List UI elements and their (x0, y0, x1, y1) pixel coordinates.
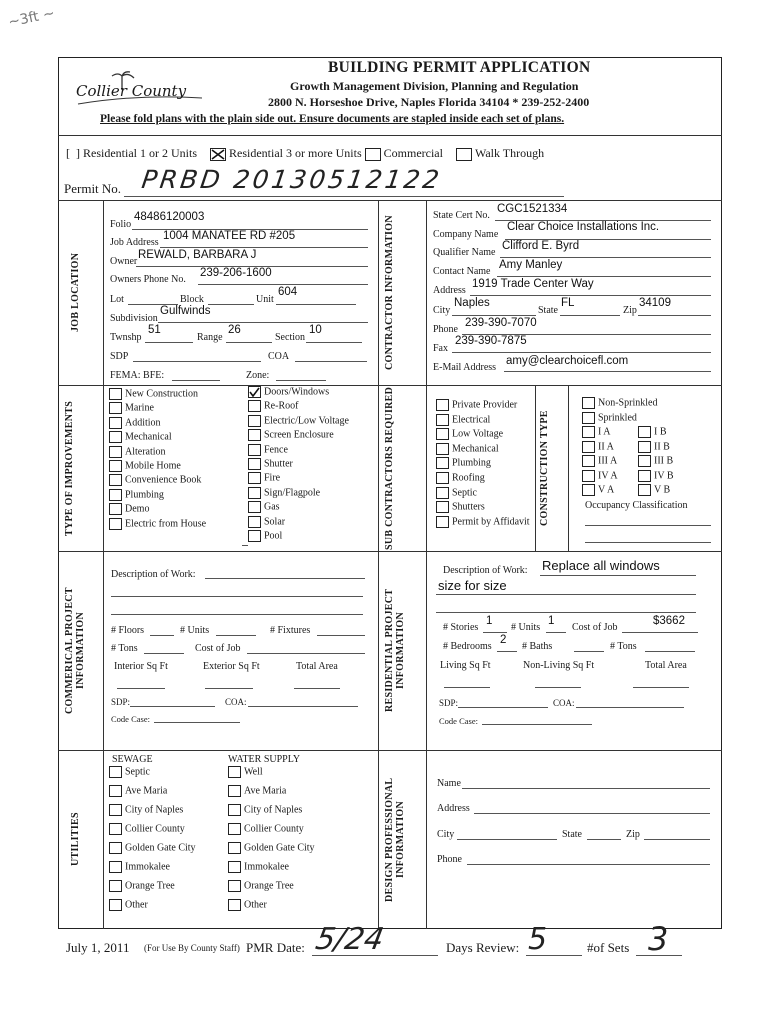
sewage-city-of-naples-option[interactable] (109, 804, 183, 816)
permit-type-row (66, 146, 544, 161)
sprinkled-checkbox[interactable] (582, 412, 595, 424)
water-supply-label: WATER SUPPLY (228, 754, 301, 765)
sub-low-voltage-label: Low Voltage (452, 428, 504, 440)
commercial-label: Commercial (383, 146, 443, 160)
improvement-plumbing-option[interactable] (109, 489, 164, 501)
sdp-label: SDP (110, 351, 129, 362)
construction-v-b-option[interactable] (638, 484, 670, 496)
contractor-info-label: CONTRACTOR INFORMATION (384, 215, 395, 370)
water-ave-maria-label: Ave Maria (244, 785, 287, 797)
improvement-solar-checkbox[interactable] (248, 516, 261, 528)
type-of-improvements-label: TYPE OF IMPROVEMENTS (64, 400, 75, 536)
commercial-coa-label: COA: (225, 697, 247, 707)
improvement-gas-checkbox[interactable] (248, 501, 261, 513)
stories-value[interactable]: 1 (486, 615, 493, 627)
sub-mechanical-option[interactable] (436, 443, 499, 455)
permit-no-value[interactable]: PRBD 20130512122 (139, 165, 444, 194)
job-address-value[interactable]: 1004 MANATEE RD #205 (163, 230, 296, 242)
improvement-plumbing-checkbox[interactable] (109, 489, 122, 501)
zone-label: Zone: (246, 370, 270, 381)
sewage-label: SEWAGE (112, 754, 153, 765)
range-value[interactable]: 26 (228, 324, 241, 336)
improvement-mechanical-option[interactable] (109, 431, 172, 443)
sewage-immokalee-option[interactable] (109, 861, 170, 873)
design-name-label: Name (437, 778, 461, 789)
improvement-fence-option[interactable] (248, 444, 288, 456)
construction-iii-b-label: III B (654, 455, 674, 467)
sub-shutters-label: Shutters (452, 501, 485, 513)
design-professional-label: DESIGN PROFESSIONAL INFORMATION (384, 777, 406, 902)
form-date: July 1, 2011 (66, 940, 130, 955)
construction-i-a-label: I A (598, 426, 611, 438)
sub-septic-label: Septic (452, 486, 477, 498)
sewage-collier-county-checkbox[interactable] (109, 823, 122, 835)
sewage-other-label: Other (125, 899, 148, 911)
residential-units-label: # Units (511, 622, 541, 633)
sewage-orange-tree-checkbox[interactable] (109, 880, 122, 892)
commercial-cost-label: Cost of Job (195, 643, 241, 654)
water-orange-tree-option[interactable] (228, 880, 294, 892)
occupancy-label: Occupancy Classification (585, 500, 688, 511)
sub-permit-by-affidavit-checkbox[interactable] (436, 516, 449, 528)
sewage-immokalee-checkbox[interactable] (109, 861, 122, 873)
sub-septic-option[interactable] (436, 487, 477, 499)
commercial-tons-label: # Tons (111, 643, 138, 654)
sub-private-provider-checkbox[interactable] (436, 399, 449, 411)
improvement-demo-label: Demo (125, 503, 150, 515)
sewage-orange-tree-option[interactable] (109, 880, 175, 892)
improvement-sign-flagpole-label: Sign/Flagpole (264, 487, 321, 499)
improvement-sign-flagpole-option[interactable] (248, 487, 320, 499)
bedrooms-label: # Bedrooms (443, 641, 492, 652)
construction-iv-a-label: IV A (598, 470, 618, 482)
fema-label: FEMA: BFE: (110, 370, 165, 381)
sprinkled-option[interactable] (582, 412, 637, 424)
residential-1-2-checkbox[interactable]: [ ] (66, 146, 80, 160)
residential-desc-line1[interactable]: Replace all windows (542, 558, 660, 573)
improvement-addition-label: Addition (125, 417, 161, 429)
sub-roofing-option[interactable] (436, 472, 485, 484)
improvement-solar-option[interactable] (248, 516, 285, 528)
fax-label: Fax (433, 343, 448, 354)
improvement-shutter-option[interactable] (248, 458, 293, 470)
improvement-convenience-book-option[interactable] (109, 474, 201, 486)
design-city-label: City (437, 829, 455, 840)
qualifier-name-value[interactable]: Clifford E. Byrd (502, 240, 580, 252)
improvement-mobile-home-option[interactable] (109, 460, 181, 472)
construction-v-b-checkbox[interactable] (638, 484, 651, 496)
sub-plumbing-checkbox[interactable] (436, 457, 449, 469)
sewage-golden-gate-city-checkbox[interactable] (109, 842, 122, 854)
baths-label: # Baths (522, 641, 553, 652)
bedrooms-value[interactable]: 2 (500, 634, 507, 646)
water-collier-county-option[interactable] (228, 823, 304, 835)
pmr-date-label: PMR Date: (246, 940, 305, 955)
construction-iv-b-option[interactable] (638, 470, 674, 482)
state-cert-label: State Cert No. (433, 210, 490, 221)
sub-shutters-checkbox[interactable] (436, 501, 449, 513)
improvement-mobile-home-checkbox[interactable] (109, 460, 122, 472)
days-review-label: Days Review: (446, 940, 520, 955)
state-value[interactable]: FL (561, 297, 575, 309)
construction-i-b-label: I B (654, 426, 667, 438)
improvement-convenience-book-checkbox[interactable] (109, 474, 122, 486)
construction-ii-b-option[interactable] (638, 441, 670, 453)
construction-v-a-option[interactable] (582, 484, 614, 496)
construction-iii-b-checkbox[interactable] (638, 455, 651, 467)
construction-ii-a-option[interactable] (582, 441, 614, 453)
nonliving-sqft-label: Non-Living Sq Ft (523, 660, 595, 671)
residential-3-label: Residential 3 or more Units (229, 146, 362, 160)
improvement-convenience-book-label: Convenience Book (125, 474, 202, 486)
non-sprinkled-option[interactable] (582, 397, 657, 409)
construction-ii-a-label: II A (598, 440, 614, 452)
water-city-of-naples-option[interactable] (228, 804, 302, 816)
sub-mechanical-label: Mechanical (452, 443, 499, 455)
commercial-desc-label: Description of Work: (111, 569, 196, 580)
contact-name-value[interactable]: Amy Manley (499, 259, 563, 271)
sewage-septic-checkbox[interactable] (109, 766, 122, 778)
sewage-ave-maria-checkbox[interactable] (109, 785, 122, 797)
section-label: Section (275, 332, 305, 343)
fax-value[interactable]: 239-390-7875 (455, 335, 527, 347)
water-ave-maria-checkbox[interactable] (228, 785, 241, 797)
improvement-plumbing-label: Plumbing (125, 489, 164, 501)
water-well-checkbox[interactable] (228, 766, 241, 778)
construction-i-a-checkbox[interactable] (582, 426, 595, 438)
coa-label: COA (268, 351, 290, 362)
contractor-address-value[interactable]: 1919 Trade Center Way (472, 278, 594, 290)
water-city-of-naples-checkbox[interactable] (228, 804, 241, 816)
utilities-label: UTILITIES (70, 812, 81, 867)
sewage-city-of-naples-checkbox[interactable] (109, 804, 122, 816)
improvement-demo-option[interactable] (109, 503, 149, 515)
water-collier-county-checkbox[interactable] (228, 823, 241, 835)
days-review-value[interactable]: 5 (528, 922, 548, 957)
sub-plumbing-option[interactable] (436, 457, 491, 469)
unit-value[interactable]: 604 (278, 286, 298, 298)
water-orange-tree-checkbox[interactable] (228, 880, 241, 892)
improvement-electric-low-voltage-option[interactable] (248, 415, 349, 427)
subdivision-label: Subdivision (110, 313, 158, 324)
water-immokalee-label: Immokalee (244, 861, 289, 873)
commercial-fixtures-label: # Fixtures (270, 625, 311, 636)
job-address-label: Job Address (110, 237, 159, 248)
sub-septic-checkbox[interactable] (436, 487, 449, 499)
lot-label: Lot (110, 294, 124, 305)
improvement-screen-enclosure-checkbox[interactable] (248, 429, 261, 441)
block-label: Block (180, 294, 204, 305)
pmr-date-value[interactable]: 5/24 (312, 922, 387, 957)
sub-electrical-option[interactable] (436, 414, 490, 426)
folio-value[interactable]: 48486120003 (134, 211, 205, 223)
range-label: Range (197, 332, 223, 343)
water-other-label: Other (244, 899, 267, 911)
sub-low-voltage-checkbox[interactable] (436, 428, 449, 440)
construction-iv-a-option[interactable] (582, 470, 618, 482)
water-well-label: Well (244, 766, 263, 778)
city-value[interactable]: Naples (454, 297, 490, 309)
improvement-demo-checkbox[interactable] (109, 503, 122, 515)
logo-text: Collier County (76, 82, 187, 100)
sewage-ave-maria-option[interactable] (109, 785, 167, 797)
improvement-re-roof-label: Re-Roof (264, 400, 299, 412)
sub-contractors-label: SUB CONTRACTORS REQUIRED (384, 386, 395, 550)
sprinkled-label: Sprinkled (598, 412, 637, 424)
contact-name-label: Contact Name (433, 266, 491, 277)
sub-private-provider-label: Private Provider (452, 399, 518, 411)
improvement-new-construction-option[interactable] (109, 388, 198, 400)
construction-iv-b-checkbox[interactable] (638, 470, 651, 482)
division-address: 2800 N. Horseshoe Drive, Naples Florida 34104 * 239-252-2400 (268, 95, 590, 109)
email-value[interactable]: amy@clearchoicefl.com (506, 355, 629, 367)
water-well-option[interactable] (228, 766, 263, 778)
twnshp-value[interactable]: 51 (148, 324, 161, 336)
section-value[interactable]: 10 (309, 324, 322, 336)
construction-ii-b-checkbox[interactable] (638, 441, 651, 453)
improvement-screen-enclosure-label: Screen Enclosure (264, 429, 334, 441)
staff-note: (For Use By County Staff) (144, 943, 240, 953)
residential-desc-label: Description of Work: (443, 565, 528, 576)
qualifier-name-label: Qualifier Name (433, 247, 496, 258)
sub-mechanical-checkbox[interactable] (436, 443, 449, 455)
water-immokalee-checkbox[interactable] (228, 861, 241, 873)
improvement-pool-option[interactable] (248, 530, 282, 542)
improvement-alteration-option[interactable] (109, 446, 166, 458)
county-logo (76, 70, 206, 106)
living-sqft-label: Living Sq Ft (440, 660, 491, 671)
sub-electrical-label: Electrical (452, 413, 491, 425)
water-other-option[interactable] (228, 899, 267, 911)
sub-permit-by-affidavit-option[interactable] (436, 516, 530, 528)
construction-iii-a-label: III A (598, 455, 618, 467)
design-phone-label: Phone (437, 854, 462, 865)
construction-iii-b-option[interactable] (638, 455, 673, 467)
construction-iii-a-option[interactable] (582, 455, 617, 467)
sets-label: #of Sets (587, 940, 630, 955)
improvement-shutter-checkbox[interactable] (248, 458, 261, 470)
company-name-label: Company Name (433, 229, 499, 240)
improvement-fire-label: Fire (264, 472, 281, 484)
subdivision-value[interactable]: Gulfwinds (160, 305, 211, 317)
residential-1-2-label: Residential 1 or 2 Units (83, 146, 197, 160)
water-orange-tree-label: Orange Tree (244, 880, 294, 892)
improvement-mechanical-label: Mechanical (125, 431, 172, 443)
improvement-doors-windows-checkbox[interactable] (248, 386, 261, 398)
improvement-doors-windows-label: Doors/Windows (264, 386, 330, 398)
commercial-sdp-label: SDP: (111, 697, 131, 707)
sewage-collier-county-option[interactable] (109, 823, 185, 835)
construction-v-a-checkbox[interactable] (582, 484, 595, 496)
construction-v-a-label: V A (598, 484, 615, 496)
scribble-mark: ~3ft ~ (6, 5, 57, 31)
zip-label: Zip (623, 305, 637, 316)
sub-electrical-checkbox[interactable] (436, 414, 449, 426)
improvement-new-construction-label: New Construction (125, 388, 199, 400)
water-collier-county-label: Collier County (244, 823, 304, 835)
sewage-septic-label: Septic (125, 766, 150, 778)
phone-value[interactable]: 239-390-7070 (465, 317, 537, 329)
company-name-value[interactable]: Clear Choice Installations Inc. (507, 221, 660, 233)
sewage-ave-maria-label: Ave Maria (125, 785, 168, 797)
sewage-other-option[interactable] (109, 899, 148, 911)
water-golden-gate-city-checkbox[interactable] (228, 842, 241, 854)
residential-tons-label: # Tons (610, 641, 637, 652)
job-location-label: JOB LOCATION (70, 252, 81, 333)
commercial-checkbox[interactable] (365, 148, 381, 161)
residential-3-checkbox[interactable] (210, 148, 226, 161)
improvement-re-roof-checkbox[interactable] (248, 400, 261, 412)
commercial-total-label: Total Area (296, 661, 338, 672)
construction-iv-a-checkbox[interactable] (582, 470, 595, 482)
owner-value[interactable]: REWALD, BARBARA J (138, 249, 257, 261)
contractor-address-label: Address (433, 285, 466, 296)
sets-value[interactable]: 3 (648, 920, 669, 958)
sub-permit-by-affidavit-label: Permit by Affidavit (452, 516, 530, 528)
sub-shutters-option[interactable] (436, 501, 485, 513)
sub-plumbing-label: Plumbing (452, 457, 491, 469)
sewage-other-checkbox[interactable] (109, 899, 122, 911)
sewage-golden-gate-city-label: Golden Gate City (125, 842, 196, 854)
improvement-gas-label: Gas (264, 501, 280, 513)
construction-iv-b-label: IV B (654, 470, 674, 482)
sewage-collier-county-label: Collier County (125, 823, 185, 835)
improvement-solar-label: Solar (264, 515, 286, 527)
sewage-septic-option[interactable] (109, 766, 150, 778)
improvement-electric-low-voltage-checkbox[interactable] (248, 415, 261, 427)
form-title: BUILDING PERMIT APPLICATION (328, 59, 591, 76)
sub-roofing-label: Roofing (452, 472, 485, 484)
commercial-project-label: COMMERICAL PROJECT INFORMATION (64, 587, 86, 714)
sewage-city-of-naples-label: City of Naples (125, 804, 184, 816)
sub-low-voltage-option[interactable] (436, 428, 503, 440)
construction-type-label: CONSTRUCTION TYPE (539, 410, 550, 526)
water-other-checkbox[interactable] (228, 899, 241, 911)
walk-through-checkbox[interactable] (456, 148, 472, 161)
construction-i-a-option[interactable] (582, 426, 611, 438)
construction-v-b-label: V B (654, 484, 671, 496)
non-sprinkled-label: Non-Sprinkled (598, 397, 658, 409)
improvement-electric-from-house-checkbox[interactable] (109, 518, 122, 530)
improvement-shutter-label: Shutter (264, 458, 293, 470)
improvement-electric-from-house-label: Electric from House (125, 517, 207, 529)
construction-ii-b-label: II B (654, 440, 670, 452)
improvement-marine-label: Marine (125, 402, 154, 414)
improvement-fence-label: Fence (264, 443, 288, 455)
improvement-marine-checkbox[interactable] (109, 402, 122, 414)
improvement-addition-checkbox[interactable] (109, 417, 122, 429)
construction-i-b-checkbox[interactable] (638, 426, 651, 438)
email-label: E-Mail Address (433, 362, 497, 373)
city-label: City (433, 305, 451, 316)
improvement-alteration-label: Alteration (125, 445, 166, 457)
sub-private-provider-option[interactable] (436, 399, 517, 411)
improvement-gas-option[interactable] (248, 501, 280, 513)
residential-cost-label: Cost of Job (572, 622, 618, 633)
improvement-mechanical-checkbox[interactable] (109, 431, 122, 443)
water-golden-gate-city-label: Golden Gate City (244, 842, 315, 854)
improvement-marine-option[interactable] (109, 402, 154, 414)
improvement-fence-checkbox[interactable] (248, 444, 261, 456)
water-immokalee-option[interactable] (228, 861, 289, 873)
division-name: Growth Management Division, Planning and Regulation (290, 79, 579, 93)
sub-roofing-checkbox[interactable] (436, 472, 449, 484)
residential-desc-line2[interactable]: size for size (438, 578, 507, 593)
sewage-orange-tree-label: Orange Tree (125, 880, 175, 892)
residential-coa-label: COA: (553, 698, 575, 708)
improvement-fire-option[interactable] (248, 472, 280, 484)
owners-phone-label: Owners Phone No. (110, 274, 186, 285)
improvement-electric-low-voltage-label: Electric/Low Voltage (264, 415, 349, 427)
improvement-screen-enclosure-option[interactable] (248, 429, 334, 441)
residential-sdp-label: SDP: (439, 698, 459, 708)
construction-ii-a-checkbox[interactable] (582, 441, 595, 453)
permit-no-label: Permit No. (64, 181, 122, 196)
commercial-floors-label: # Floors (111, 625, 145, 636)
stories-label: # Stories (443, 622, 479, 633)
design-zip-label: Zip (626, 829, 640, 840)
design-address-label: Address (437, 803, 470, 814)
phone-label: Phone (433, 324, 458, 335)
folio-label: Folio (110, 219, 132, 230)
owners-phone-value[interactable]: 239-206-1600 (200, 267, 272, 279)
construction-iii-a-checkbox[interactable] (582, 455, 595, 467)
exterior-sqft-label: Exterior Sq Ft (203, 661, 260, 672)
unit-label: Unit (256, 294, 274, 305)
water-city-of-naples-label: City of Naples (244, 804, 303, 816)
improvement-doors-windows-option[interactable] (248, 386, 329, 398)
walk-through-label: Walk Through (474, 146, 545, 160)
construction-i-b-option[interactable] (638, 426, 667, 438)
twnshp-label: Twnshp (110, 332, 142, 343)
improvement-re-roof-option[interactable] (248, 400, 298, 412)
commercial-units-label: # Units (180, 625, 210, 636)
commercial-code-case-label: Code Case: (111, 714, 150, 724)
non-sprinkled-checkbox[interactable] (582, 397, 595, 409)
improvement-sign-flagpole-checkbox[interactable] (248, 487, 261, 499)
residential-total-label: Total Area (645, 660, 687, 671)
state-label: State (538, 305, 558, 316)
state-cert-value[interactable]: CGC1521334 (497, 203, 568, 215)
sewage-golden-gate-city-option[interactable] (109, 842, 196, 854)
improvement-electric-from-house-option[interactable] (109, 518, 206, 530)
water-golden-gate-city-option[interactable] (228, 842, 315, 854)
zip-value[interactable]: 34109 (639, 297, 671, 309)
improvement-alteration-checkbox[interactable] (109, 446, 122, 458)
residential-code-case-label: Code Case: (439, 716, 478, 726)
sewage-immokalee-label: Immokalee (125, 861, 170, 873)
improvement-mobile-home-label: Mobile Home (125, 460, 181, 472)
owner-label: Owner (110, 256, 138, 267)
improvement-pool-label: Pool (264, 530, 283, 542)
water-ave-maria-option[interactable] (228, 785, 286, 797)
improvement-pool-checkbox[interactable] (248, 530, 261, 542)
fold-instruction: Please fold plans with the plain side out. Ensure documents are stapled inside each set of plans. (100, 113, 565, 125)
improvement-fire-checkbox[interactable] (248, 472, 261, 484)
improvement-addition-option[interactable] (109, 417, 161, 429)
residential-cost-value[interactable]: $3662 (653, 615, 685, 627)
residential-units-value[interactable]: 1 (548, 615, 555, 627)
interior-sqft-label: Interior Sq Ft (114, 661, 168, 672)
residential-project-label: RESIDENTIAL PROJECT INFORMATION (384, 588, 406, 713)
improvement-new-construction-checkbox[interactable] (109, 388, 122, 400)
design-state-label: State (562, 829, 582, 840)
